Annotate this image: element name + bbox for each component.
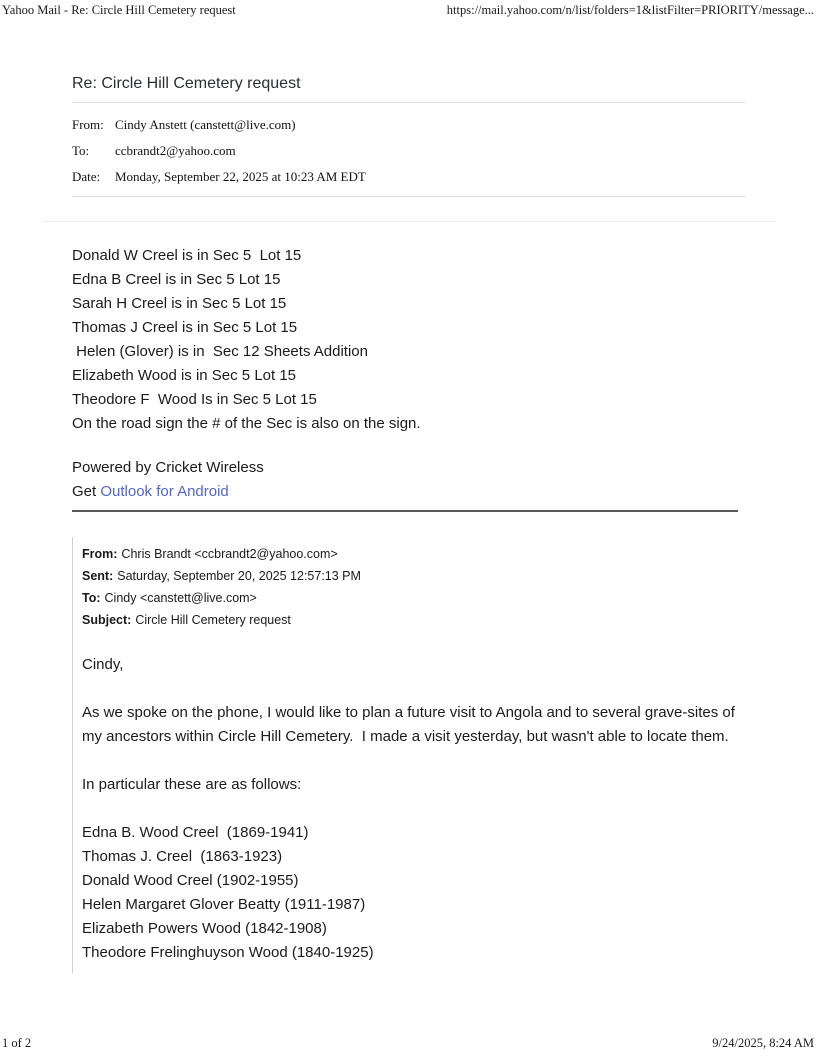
quoted-to-label: To: [82, 591, 101, 605]
email-content [72, 74, 745, 973]
quoted-header-sent [82, 565, 745, 587]
quoted-header-subject [82, 609, 745, 631]
ancestor-name-line: Helen Margaret Glover Beatty (1911-1987) [82, 896, 366, 913]
quoted-header-from [82, 543, 745, 565]
meta-date-label: Date: [72, 169, 101, 184]
ancestor-name-line: Edna B. Wood Creel (1869-1941) [82, 824, 309, 841]
quoted-sent-label: Sent: [82, 569, 114, 583]
quoted-headers [82, 543, 745, 631]
page-number: 1 of 2 [2, 1036, 32, 1050]
print-header-title: Yahoo Mail - Re: Circle Hill Cemetery request [2, 3, 236, 17]
outlook-link[interactable]: Outlook for Android [100, 483, 229, 500]
meta-row-from [72, 118, 745, 131]
meta-from-label: From: [72, 117, 104, 132]
meta-row-to [72, 144, 745, 157]
body-line: On the road sign the # of the Sec is also on the sign. [72, 415, 421, 432]
subject-divider [72, 102, 745, 103]
ancestor-name-line: Donald Wood Creel (1902-1955) [82, 872, 299, 889]
body-line: Helen (Glover) is in Sec 12 Sheets Addition [72, 343, 368, 360]
email-body [72, 244, 745, 973]
spacer [82, 797, 742, 821]
body-line: Theodore F Wood Is in Sec 5 Lot 15 [72, 391, 317, 408]
email-subject: Re: Circle Hill Cemetery request [72, 75, 301, 92]
body-line: Donald W Creel is in Sec 5 Lot 15 [72, 247, 302, 264]
quoted-subject-value: Circle Hill Cemetery request [135, 613, 291, 627]
body-line: Sarah H Creel is in Sec 5 Lot 15 [72, 295, 287, 312]
quoted-body [82, 653, 742, 965]
print-header-url: https://mail.yahoo.com/n/list/folders=1&listFilter=PRIORITY/message... [446, 3, 814, 17]
quoted-greeting: Cindy, [82, 656, 124, 673]
body-line: Thomas J Creel is in Sec 5 Lot 15 [72, 319, 298, 336]
quoted-subject-label: Subject: [82, 613, 132, 627]
meta-divider [72, 196, 745, 197]
ancestor-name-line: Thomas J. Creel (1863-1923) [82, 848, 283, 865]
quoted-to-value: Cindy <canstett@live.com> [104, 591, 257, 605]
ancestor-name-line: Theodore Frelinghuyson Wood (1840-1925) [82, 944, 374, 961]
print-header [2, 3, 814, 18]
body-line: Elizabeth Wood is in Sec 5 Lot 15 [72, 367, 297, 384]
meta-row-date [72, 170, 745, 183]
print-footer [2, 1036, 814, 1051]
quoted-divider [72, 510, 738, 512]
meta-to-label: To: [72, 143, 90, 158]
quoted-sent-value: Saturday, September 20, 2025 12:57:13 PM [117, 569, 361, 583]
spacer [82, 749, 742, 773]
quoted-intro-line: In particular these are as follows: [82, 776, 302, 793]
signature-get-prefix: Get [72, 483, 101, 500]
quoted-from-value: Chris Brandt <ccbrandt2@yahoo.com> [121, 547, 338, 561]
quoted-header-to [82, 587, 745, 609]
signature-powered-by: Powered by Cricket Wireless [72, 459, 264, 476]
ancestor-name-line: Elizabeth Powers Wood (1842-1908) [82, 920, 327, 937]
print-datetime: 9/24/2025, 8:24 AM [712, 1036, 814, 1050]
quoted-paragraph: As we spoke on the phone, I would like to plan a future visit to Angola and to several grave-sites of my ancestors within Circle Hill Cemetery. I made a visit yesterday, but wasn't able to locate them. [82, 704, 740, 745]
spacer [82, 677, 742, 701]
body-line: Edna B Creel is in Sec 5 Lot 15 [72, 271, 281, 288]
content-divider [42, 221, 775, 222]
email-meta [72, 118, 745, 183]
quoted-email [72, 537, 745, 973]
meta-to-value: ccbrandt2@yahoo.com [115, 143, 236, 158]
quoted-from-label: From: [82, 547, 118, 561]
meta-from-value: Cindy Anstett (canstett@live.com) [115, 117, 296, 132]
signature-get-line [72, 480, 745, 504]
meta-date-value: Monday, September 22, 2025 at 10:23 AM EDT [115, 169, 366, 184]
spacer [72, 436, 745, 456]
